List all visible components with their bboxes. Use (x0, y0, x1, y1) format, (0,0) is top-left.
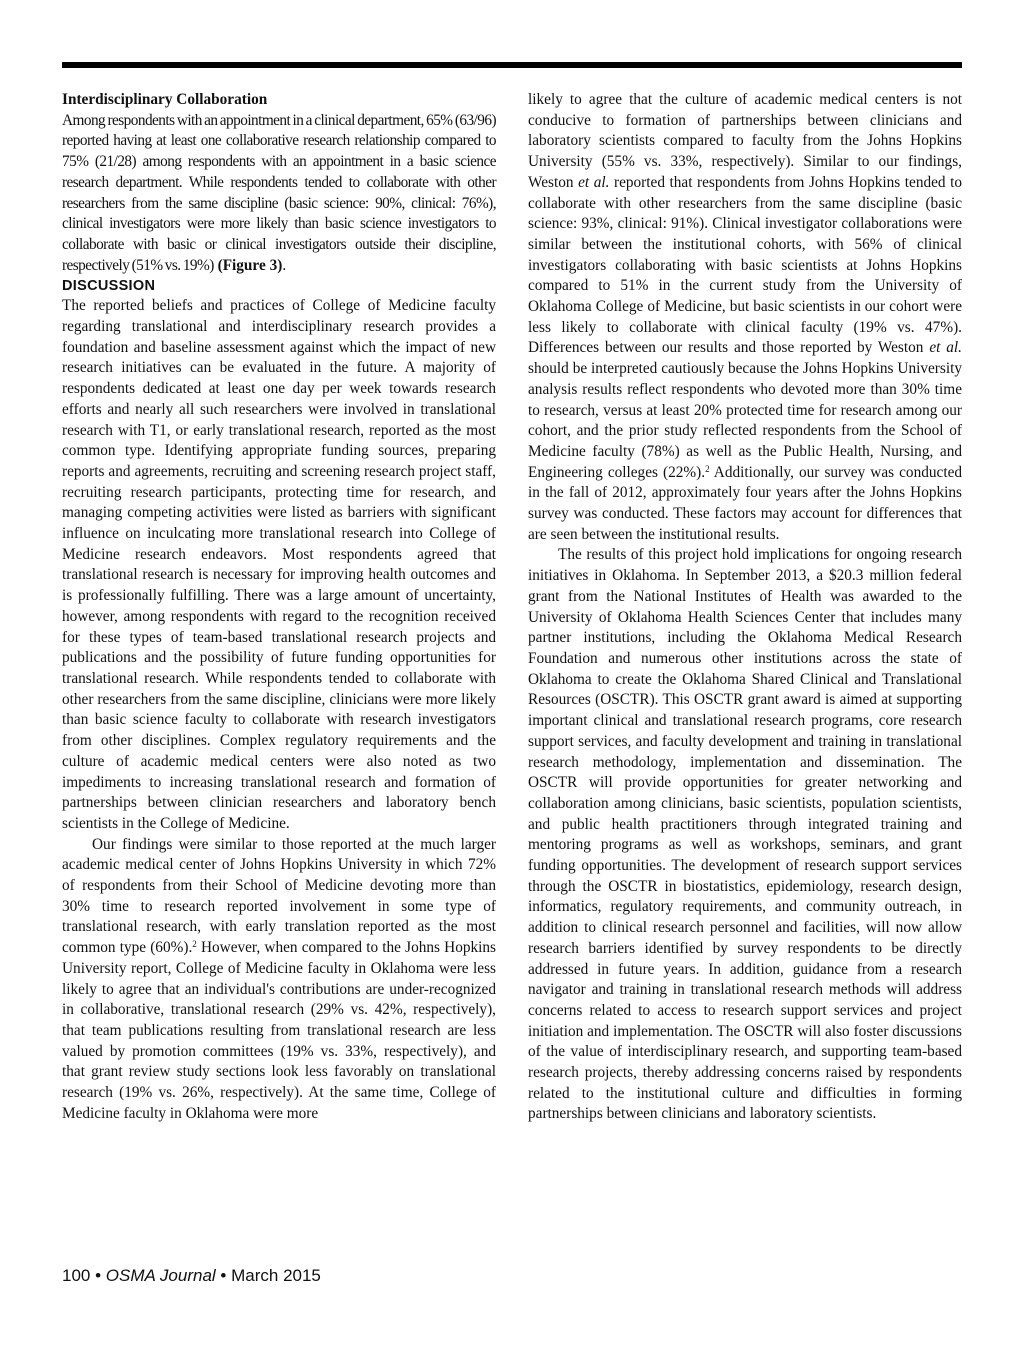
figure-reference: (Figure 3) (217, 256, 283, 274)
citation-superscript-2: 2 (705, 463, 710, 474)
discussion-heading: DISCUSSION (62, 278, 156, 295)
paragraph-findings (62, 835, 496, 1125)
paragraph-comparison-text-a: likely to agree that the culture of academic medical centers is not conducive to formation of partnerships between clinicians and laboratory scientists compared to faculty from the Johns Hopkins University (55% vs. 33%, respectively). Similar to our findings, Weston (528, 91, 962, 191)
page-footer (62, 1266, 321, 1286)
paragraph-collaboration-end: . (282, 256, 287, 274)
right-column (528, 90, 962, 1125)
citation-superscript: 2 (192, 939, 197, 950)
paragraph-collaboration (62, 111, 496, 277)
left-column (62, 90, 496, 1124)
issue-date: March 2015 (231, 1266, 321, 1285)
et-al-italic-2: et al. (929, 339, 962, 357)
header-rule (62, 62, 962, 68)
paragraph-comparison (528, 90, 962, 545)
et-al-italic: et al. (578, 173, 610, 191)
section-subheading: Interdisciplinary Collaboration (62, 91, 268, 108)
footer-separator: • (90, 1266, 106, 1285)
paragraph-findings-text-a: Our findings were similar to those reported at the much larger academic medical center of Johns Hopkins University in which 72% of respondents from their School of Medicine devoting more than 30% time to research reported involvement in some type of translational research, with early translation reported as the most common type (60%). (62, 835, 496, 957)
journal-name: OSMA Journal (105, 1266, 216, 1285)
paragraph-comparison-text-b: reported that respondents from Johns Hopkins tended to collaborate with other researchers from the same discipline (basic science: 93%, clinical: 91%). Clinical investigator collaborations were similar between the institutional cohorts, with 56% of clinical investigators collaborating with basic scientists at Johns Hopkins compared to 51% in the current study from the University of Oklahoma College of Medicine, but basic scientists in our cohort were less likely to collaborate with clinical faculty (19% vs. 47%). Differences between our results and those reported by Weston (528, 173, 963, 357)
paragraph-comparison-text-c: should be interpreted cautiously because the Johns Hopkins University analysis results reflect respondents who devoted more than 30% time to research, versus at least 20% protected time for research among our cohort, and the prior study reflected respondents from the School of Medicine faculty (78%) as well as the Public Health, Nursing, and Engineering colleges (22%). (528, 360, 962, 481)
page-number: 100 (62, 1266, 91, 1285)
footer-separator-2: • (215, 1266, 232, 1285)
paragraph-discussion: The reported beliefs and practices of College of Medicine faculty regarding translational and interdisciplinary research provides a foundation and baseline assessment against which the impact of new research initiatives can be evaluated in the future. A majority of respondents dedicated at least one day per week towards research efforts and nearly all such researchers were involved in translational research with T1, or early translational research, reported as the most common type. Identifying appropriate funding sources, preparing reports and agreements, recruiting and screening research project staff, recruiting research participants, protecting time for research, and managing competing activities were listed as barriers with significant influence on inculcating more translational research into College of Medicine research endeavors. Most respondents agreed that translational research is necessary for improving health outcomes and is professionally fulfilling. There was a large amount of uncertainty, however, among respondents with regard to the recognition received for these types of team-based translational research projects and publications and the possibility of future funding opportunities for translational research. While respondents tended to collaborate with other researchers from the same discipline, clinicians were more likely than basic science faculty to collaborate with research investigators from other disciplines. Complex regulatory requirements and the culture of academic medical centers were also noted as two impediments to increasing translational research and formation of partnerships between clinician researchers and laboratory bench scientists in the College of Medicine. (62, 297, 496, 832)
paragraph-comparison-text-d: Additionally, our survey was conducted in the fall of 2012, approximately four years after the Johns Hopkins survey was conducted. These factors may account for differences that are seen between the institutional results. (528, 463, 963, 543)
paragraph-findings-text-b: However, when compared to the Johns Hopkins University report, College of Medicine faculty in Oklahoma were less likely to agree that an individual's contributions are under-recognized in collaborative, translational research (29% vs. 42%, respectively), that team publications resulting from translational research are less valued by promotion committees (19% vs. 33%, respectively), and that grant review study sections look less favorably on translational research (19% vs. 26%, respectively). At the same time, College of Medicine faculty in Oklahoma were more (62, 939, 497, 1122)
paragraph-implications: The results of this project hold implications for ongoing research initiatives in Oklahoma. In September 2013, a $20.3 million federal grant from the National Institutes of Health was awarded to the University of Oklahoma Health Sciences Center that includes many partner institutions, including the Oklahoma Medical Research Foundation and numerous other institutions across the state of Oklahoma to create the Oklahoma Shared Clinical and Translational Resources (OSCTR). This OSCTR grant award is aimed at supporting important clinical and translational research programs, core research support services, and faculty development and training in translational research methodology, implementation and dissemination. The OSCTR will provide opportunities for greater networking and collaboration among clinicians, basic scientists, population scientists, and public health practitioners through integrated training and mentoring programs as well as workshops, seminars, and grant funding opportunities. The development of research support services through the OSCTR in biostatistics, epidemiology, research design, informatics, regulatory requirements, and community outreach, in addition to clinical research personnel and facilities, will now allow research barriers identified by survey respondents to be directly addressed in future years. In addition, guidance from a research navigator and training in translational research methods will address concerns related to access to research support services and project initiation and implementation. The OSCTR will also foster discussions of the value of interdisciplinary research, and supporting team-based research projects, thereby addressing concerns raised by respondents related to the institutional culture and difficulties in forming partnerships between clinicians and laboratory scientists. (528, 546, 962, 1123)
paragraph-collaboration-text: Among respondents with an appointment in a clinical department, 65% (63/96) reported having at least one collaborative research relationship compared to 75% (21/28) among respondents with an appointment in a basic science research department. While respondents tended to collaborate with other researchers from the same discipline (basic science: 90%, clinical: 76%), clinical investigators were more likely than basic science investigators to collaborate with basic or clinical investigators outside their discipline, respectively (51% vs. 19%) (62, 111, 496, 274)
